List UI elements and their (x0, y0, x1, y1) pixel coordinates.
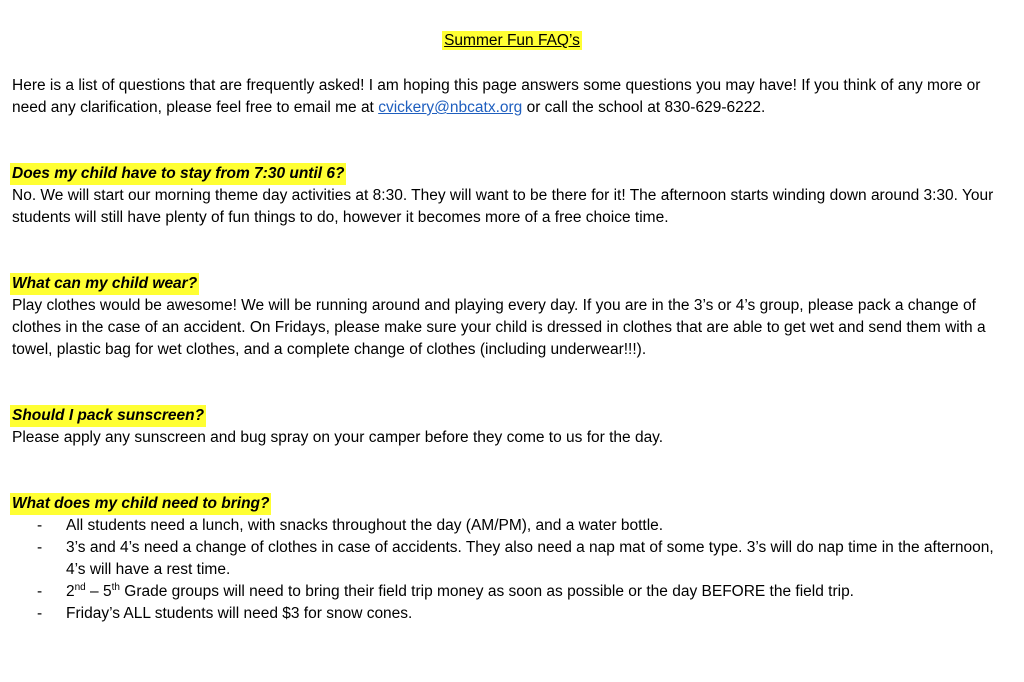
list-item (12, 515, 1012, 537)
answer-text: No. We will start our morning theme day activities at 8:30. They will want to be there for it! The afternoon starts winding down around 3:30. Your students will still have plenty of fun things to do, however it becomes more of a free choice time. (12, 187, 994, 226)
list-item-text: Grade groups will need to bring their field trip money as soon as possible or the day BEFORE the field trip. (119, 583, 854, 600)
bullet-dash: - (37, 583, 43, 600)
list-item-text: 3’s and 4’s need a change of clothes in case of accidents. They also need a nap mat of some type. 3’s will do nap time in the afternoon, 4’s will have a rest time. (66, 539, 994, 578)
list-item-text: Friday’s ALL students will need $3 for snow cones. (66, 605, 413, 622)
bullet-dash: - (37, 517, 43, 534)
grade-end: 5 (102, 583, 112, 600)
grade-start: 2 (66, 583, 75, 600)
faq-section-clothing (12, 273, 1012, 361)
grade-end-suffix: th (111, 581, 120, 593)
bullet-dash: - (37, 539, 43, 556)
faq-document (12, 30, 1012, 625)
spacer (12, 449, 1012, 493)
intro-text-end: or call the school at 830-629-6222. (522, 99, 766, 116)
bring-list (12, 515, 1012, 625)
spacer (12, 119, 1012, 163)
spacer (12, 229, 1012, 273)
faq-section-sunscreen (12, 405, 1012, 449)
list-item (12, 581, 1012, 603)
spacer (12, 361, 1012, 405)
grade-start-suffix: nd (74, 581, 86, 593)
faq-section-stay-hours (12, 163, 1012, 229)
intro-paragraph (12, 75, 1012, 119)
title-row (12, 30, 1012, 52)
question-heading: What does my child need to bring? (10, 493, 271, 515)
list-item-text: All students need a lunch, with snacks throughout the day (AM/PM), and a water bottle. (66, 517, 664, 534)
list-item (12, 603, 1012, 625)
question-heading: Does my child have to stay from 7:30 until 6? (10, 163, 346, 185)
question-heading: What can my child wear? (10, 273, 199, 295)
answer-text: Play clothes would be awesome! We will be running around and playing every day. If you are in the 3’s or 4’s group, please pack a change of clothes in the case of an accident. On Fridays, please make sure your child is dressed in clothes that are able to get wet and send them with a towel, plastic bag for wet clothes, and a complete change of clothes (including underwear!!!). (12, 297, 986, 358)
question-heading: Should I pack sunscreen? (10, 405, 206, 427)
faq-section-what-to-bring (12, 493, 1012, 625)
list-item (12, 537, 1012, 581)
page-title: Summer Fun FAQ’s (444, 32, 580, 49)
email-link[interactable]: cvickery@nbcatx.org (378, 99, 523, 116)
grade-range-dash: – (85, 583, 103, 600)
answer-text: Please apply any sunscreen and bug spray on your camper before they come to us for the day. (12, 429, 664, 446)
intro-text: Here is a list of questions that are frequently asked! I am hoping this page answers some questions you may have! If you think of any more or need any clarification, please feel free to email me at (12, 77, 981, 116)
bullet-dash: - (37, 605, 43, 622)
